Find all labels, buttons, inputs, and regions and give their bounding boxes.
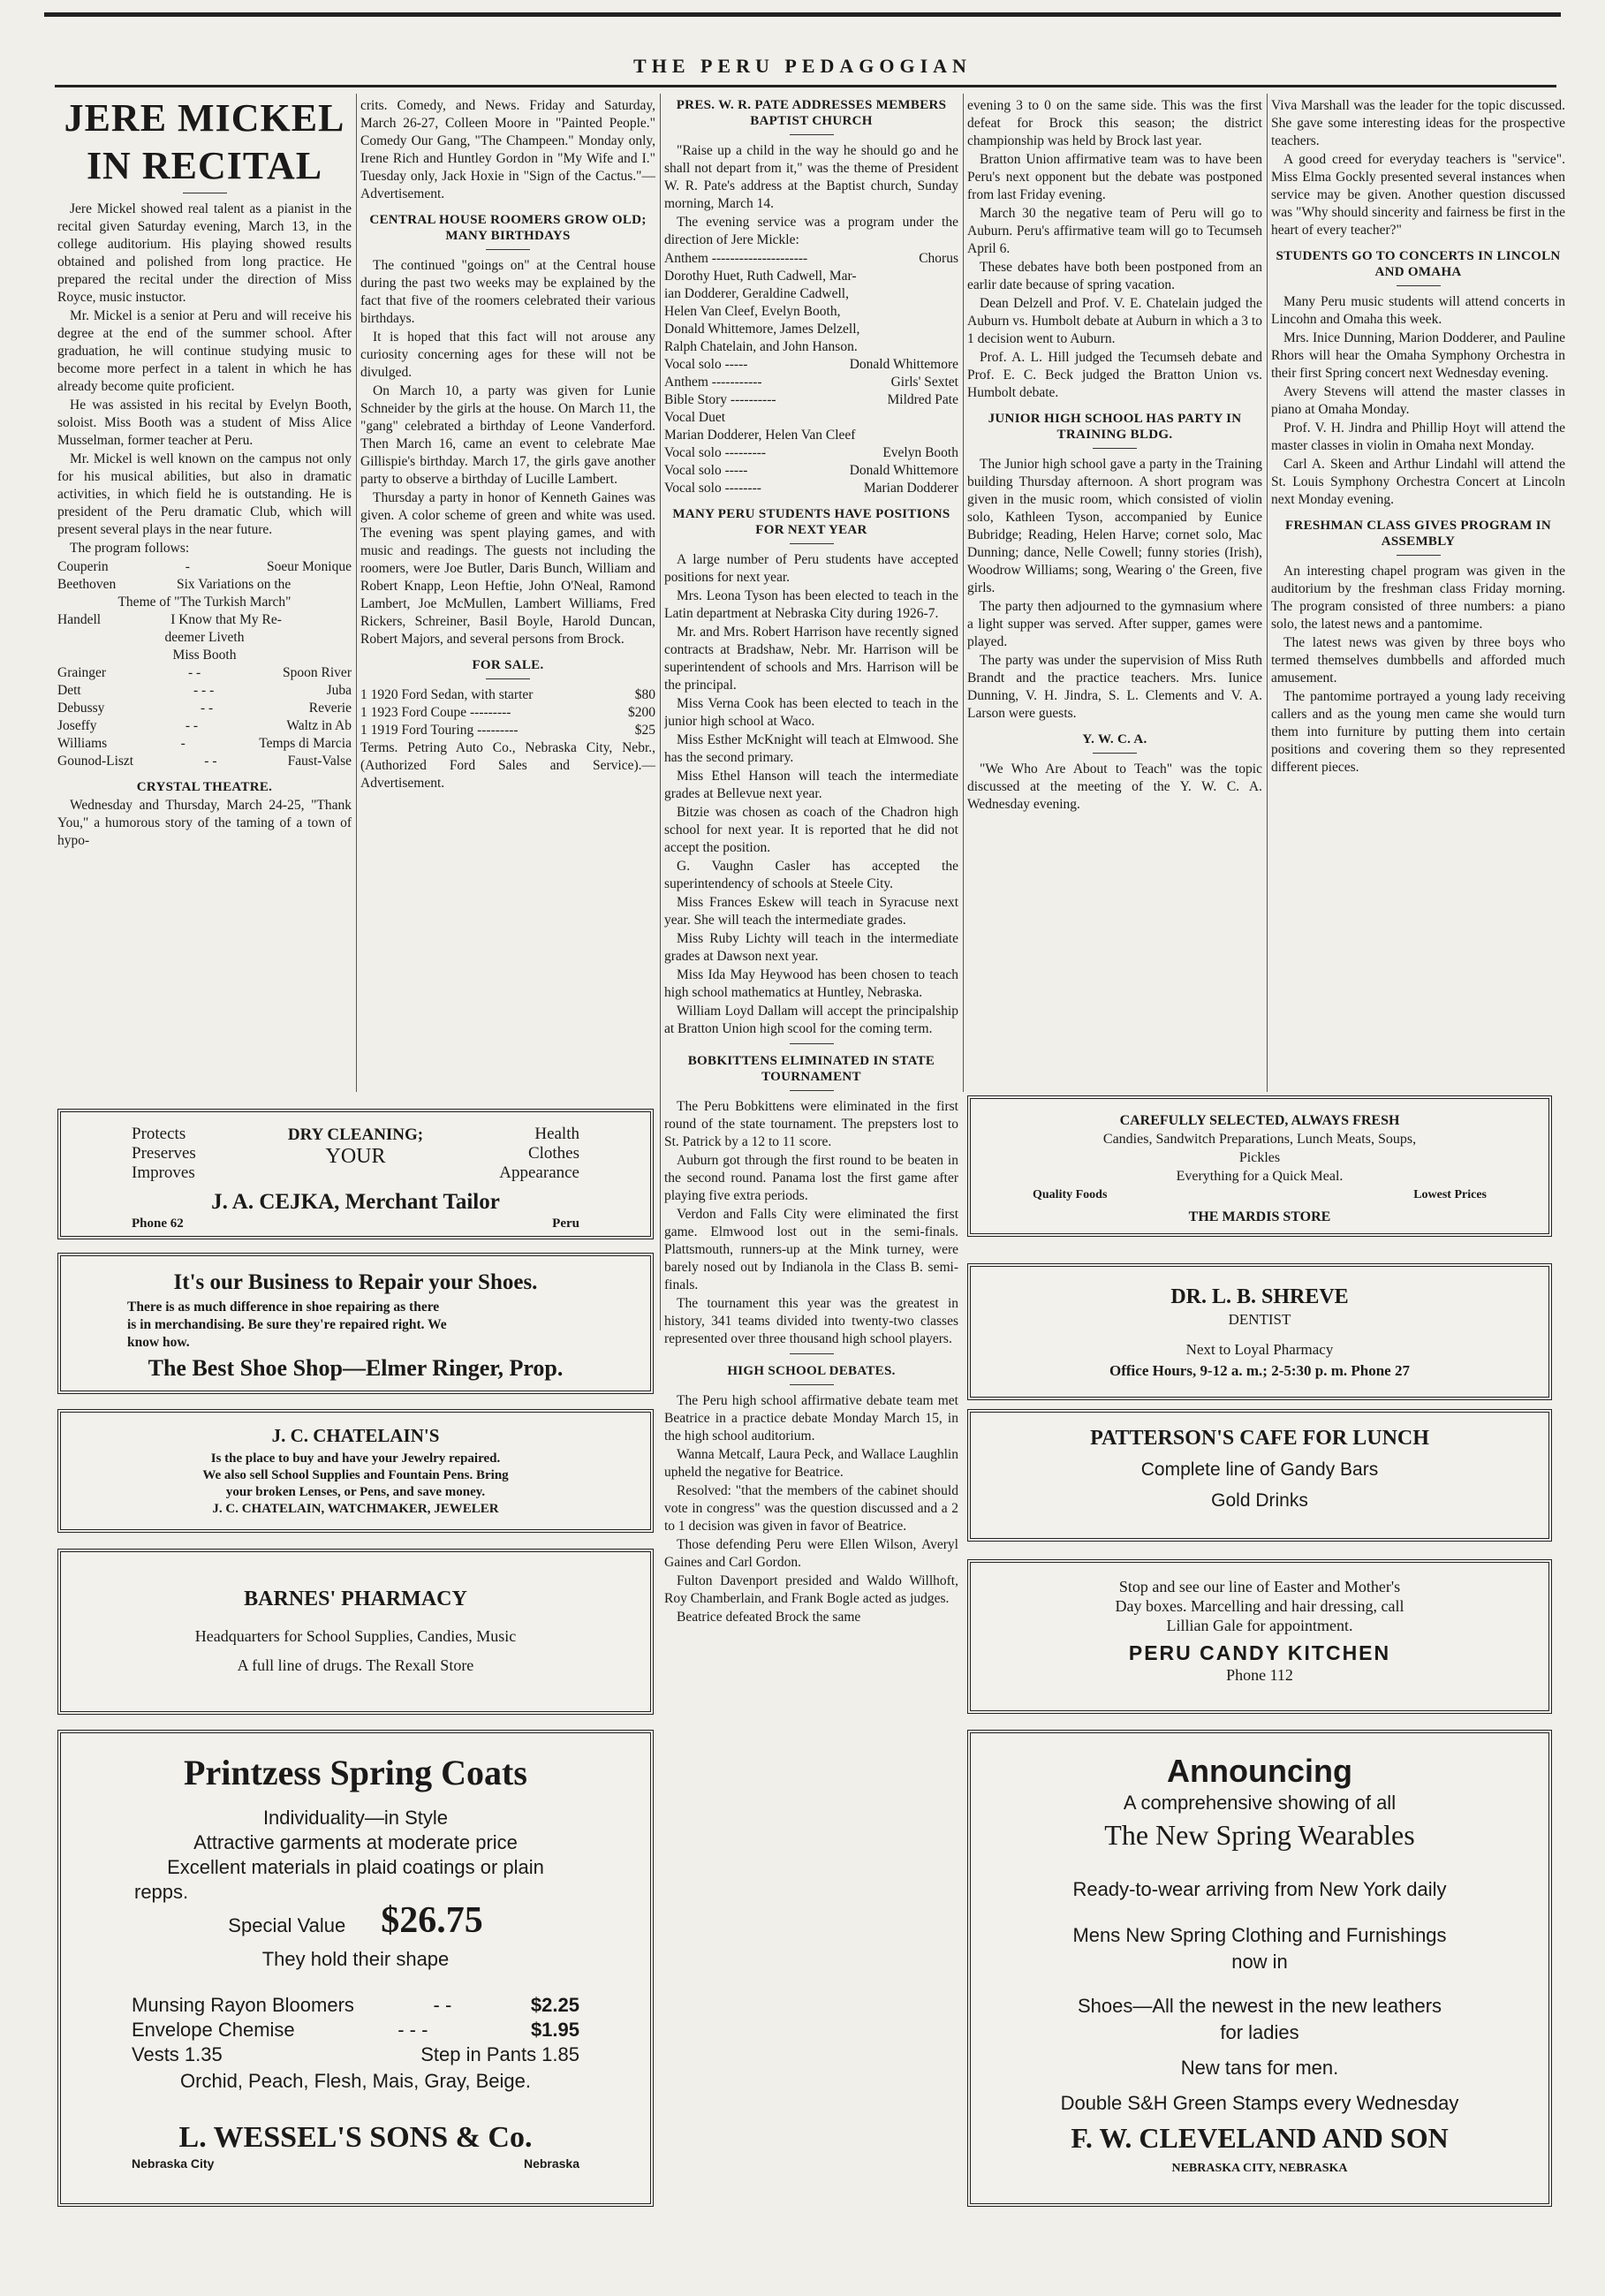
article-paragraph: On March 10, a party was given for Lunie Schneider by the girls at the house. On March 11, the "gang" celebrated a birthday of Leone Vanderford. Then March 16, came an event to celebrate Mae Gillispie's birthday. March 17, the girls gave another party to observe a birthday of Lucille Lambert. — [360, 383, 655, 487]
cejka-ad: Protects Preserves Improves DRY CLEANING; YOUR Health Clothes Appearance J. A. CEJKA, Merchant Tailor Phone 62 Peru — [57, 1109, 654, 1239]
article-paragraph: Carl A. Skeen and Arthur Lindahl will attend the St. Louis Symphony Orchestra Concert at Lincoln next Monday evening. — [1271, 457, 1565, 507]
sale-item: 1 1919 Ford Touring --------- $25 — [360, 723, 655, 738]
article-paragraph: A good creed for everyday teachers is "service". Miss Elma Gockly presented several instances when service may be given. Another question discussed was "Why should sincerity and fairness be first in the heart of every teacher?" — [1271, 152, 1565, 238]
column-1 — [57, 97, 352, 1095]
article-paragraph: Avery Stevens will attend the master classes in piano at Omaha Monday. — [1271, 384, 1565, 417]
section-headline: STUDENTS GO TO CONCERTS IN LINCOLN AND OMAHA — [1276, 249, 1561, 279]
article-paragraph: evening 3 to 0 on the same side. This was the first defeat for Brock this season; the district championship was held by Brock last year. — [967, 98, 1262, 148]
article-paragraph: Miss Ida May Heywood has been chosen to teach high school mathematics at Huntley, Nebraska. — [664, 967, 958, 1000]
column-2 — [360, 97, 655, 1095]
top-rule — [44, 12, 1561, 17]
price: $26.75 — [381, 1900, 483, 1941]
article-paragraph: Mr. and Mrs. Robert Harrison have recently signed contracts at Bradshaw, Nebr. Mr. Harrison will be superintendent of schools and Mrs. Harrison will be the principal. — [664, 625, 958, 693]
article-paragraph: The Junior high school gave a party in the Training building Thursday afternoon. A short program was given in the music room, which consisted of violin solo, Kathleen Tyson, accompanied by Eunice Bubridge; Reading, Helen Harve; cornet solo, Mac Dunning; dance, Nelle Cowell; funny stories (Irish), Woodrow Williams; song, Wearing o' the Green, five girls. — [967, 457, 1262, 595]
section-headline: HIGH SCHOOL DEBATES. — [727, 1364, 896, 1378]
candy-kitchen-ad: Stop and see our line of Easter and Mother's Day boxes. Marcelling and hair dressing, call Lillian Gale for appointment. PERU CANDY KITCHEN Phone 112 — [967, 1559, 1552, 1714]
program-line: Beethoven Six Variations on the — [57, 577, 291, 592]
article-paragraph: "Raise up a child in the way he should go and he shall not depart from it," was the theme of President W. R. Pate's address at the Baptist church, Sunday morning, March 14. — [664, 143, 958, 211]
chatelain-ad: J. C. CHATELAIN'S Is the place to buy and have your Jewelry repaired. We also sell School Supplies and Fountain Pens. Bring your broken Lenses, or Pens, and save money. J. C. CHATELAIN, WATCHMAKER, JEWELER — [57, 1409, 654, 1533]
article-paragraph: March 30 the negative team of Peru will go to Auburn. Peru's affirmative team will go to Tecumseh April 6. — [967, 206, 1262, 256]
merchant-name: J. A. CEJKA, Merchant Tailor — [211, 1190, 500, 1214]
section-headline: BOBKITTENS ELIMINATED IN STATE TOURNAMENT — [687, 1054, 935, 1084]
program-line: deemer Liveth — [164, 630, 245, 645]
program-line: Debussy - - Reverie — [57, 701, 352, 716]
article-paragraph: Mrs. Leona Tyson has been elected to teach in the Latin department at Nebraska City during 1926-7. — [664, 588, 958, 621]
article-paragraph: Those defending Peru were Ellen Wilson, Averyl Gaines and Carl Gordon. — [664, 1537, 958, 1570]
article-paragraph: Verdon and Falls City were eliminated the first game. Elmwood lost out in the semi-finals. Plattsmouth, runners-up at the Mink turney, were barely nosed out by Indianola in the Class B. semi-finals. — [664, 1207, 958, 1292]
article-paragraph: G. Vaughn Casler has accepted the superintendency of schools at Steele City. — [664, 859, 958, 891]
article-paragraph: The latest news was given by three boys who termed themselves dumbbells and afforded much amusement. — [1271, 635, 1565, 686]
program-line: Miss Booth — [172, 648, 237, 663]
column-5 — [1271, 97, 1565, 1095]
program-line: Gounod-Liszt - - Faust-Valse — [57, 754, 352, 769]
program-line: Handell I Know that My Re- — [57, 612, 282, 627]
program-line: Grainger - - Spoon River — [57, 665, 352, 680]
section-headline: CENTRAL HOUSE ROOMERS GROW OLD; MANY BIRTHDAYS — [369, 213, 647, 243]
column-separator — [1267, 94, 1268, 1092]
column-separator — [660, 94, 661, 1330]
article-paragraph: Viva Marshall was the leader for the topic discussed. She gave some interesting ideas for the prospective teachers. — [1271, 98, 1565, 148]
article-paragraph: A large number of Peru students have accepted positions for next year. — [664, 552, 958, 585]
column-separator — [356, 94, 357, 1092]
section-headline: JUNIOR HIGH SCHOOL HAS PARTY IN TRAINING BLDG. — [988, 412, 1242, 442]
page-header: THE PERU PEDAGOGIAN — [633, 55, 972, 77]
article-paragraph: He was assisted in his recital by Evelyn Booth, soloist. Miss Booth was a student of Miss Alice Musselman, former teacher at Peru. — [57, 398, 352, 448]
article-paragraph: "We Who Are About to Teach" was the topic discussed at the meeting of the Y. W. C. A. Wednesday evening. — [967, 762, 1262, 812]
article-paragraph: Wednesday and Thursday, March 24-25, "Thank You," a humorous story of the taming of a town of hypo- — [57, 798, 352, 848]
article-paragraph: Thursday a party in honor of Kenneth Gaines was given. A color scheme of green and white was used. The evening was spent playing games, and with music and readings. The guests not including the roomers, were Joe Butler, Daris Bunch, William and Robert Knapp, Leon Heftie, John O'Neal, Ramond Lambert, Joe McMullen, Lambert Williams, Fred Rickers, Schreiner, Basil Boyle, Harold Duncan, Robert Majors, and several persons from Brock. — [360, 490, 655, 647]
article-paragraph: Resolved: "that the members of the cabinet should vote in congress" was the question discussed and a 2 to 1 decision was given in favor of Beatrice. — [664, 1483, 958, 1534]
program-line: Dett - - - Juba — [57, 683, 352, 698]
article-paragraph: Miss Ethel Hanson will teach the intermediate grades at Bellevue next year. — [664, 769, 958, 801]
article-paragraph: William Loyd Dallam will accept the principalship at Bratton Union high scool for the coming term. — [664, 1004, 958, 1036]
article-paragraph: crits. Comedy, and News. Friday and Saturday, March 26-27, Colleen Moore in "Painted People." Comedy Our Gang, "The Champeen." Monday only, Irene Rich and Huntley Gordon in "My Wife and I." Tuesday only, Jack Hoxie in "Sign of the Cactus."—Advertisement. — [360, 98, 655, 201]
article-paragraph: Bratton Union affirmative team was to have been Peru's next opponent but the debate was postponed from last Friday evening. — [967, 152, 1262, 202]
divider — [790, 1043, 834, 1044]
article-paragraph: The party was under the supervision of Miss Ruth Brandt and the practice teachers. Mrs. Iunice Dunning, V. H. Jindra, S. L. Clements and V. A. Larson were guests. — [967, 653, 1262, 721]
article-paragraph: Prof. A. L. Hill judged the Tecumseh debate and Prof. E. C. Beck judged the Bratton Union vs. Humbolt debate. — [967, 350, 1262, 400]
program-line: Vocal solo -------- Marian Dodderer — [664, 481, 958, 496]
article-paragraph: Jere Mickel showed real talent as a pianist in the recital given Saturday evening, March 13, in the college auditorium. His playing showed results obtained and polished from long practice. He prepared the recital under the direction of Miss Royce, music instuctor. — [57, 201, 352, 305]
article-headline: IN RECITAL — [86, 144, 323, 187]
barnes-pharmacy-ad: BARNES' PHARMACY Headquarters for School Supplies, Candies, Music A full line of drugs. The Rexall Store — [57, 1549, 654, 1715]
program-line: Dorothy Huet, Ruth Cadwell, Mar- — [664, 269, 857, 284]
section-headline: MANY PERU STUDENTS HAVE POSITIONS FOR NEXT YEAR — [672, 507, 950, 537]
program-line: Vocal Duet — [664, 410, 726, 425]
divider — [1397, 285, 1441, 286]
divider — [790, 134, 834, 135]
program-line: Anthem --------------------- Chorus — [664, 251, 958, 266]
divider — [1397, 555, 1441, 556]
recital-program — [57, 558, 352, 770]
section-headline: FOR SALE. — [472, 658, 544, 672]
article-paragraph: Wanna Metcalf, Laura Peck, and Wallace Laughlin upheld the negative for Beatrice. — [664, 1447, 958, 1480]
divider — [1093, 753, 1137, 754]
article-paragraph: Miss Esther McKnight will teach at Elmwood. She has the second primary. — [664, 732, 958, 765]
section-headline: PRES. W. R. PATE ADDRESSES MEMBERS BAPTIST CHURCH — [676, 98, 947, 128]
column-3 — [664, 97, 958, 2279]
article-paragraph: The evening service was a program under the direction of Jere Mickle: — [664, 215, 958, 247]
article-paragraph: Dean Delzell and Prof. V. E. Chatelain judged the Auburn vs. Humbolt debate at Auburn in which a 3 to 1 decision went to Auburn. — [967, 296, 1262, 346]
article-paragraph: The program follows: — [70, 541, 190, 556]
program-line: Williams - Temps di Marcia — [57, 736, 352, 751]
program-line: Couperin - Soeur Monique — [57, 559, 352, 574]
program-line: ian Dodderer, Geraldine Cadwell, — [664, 286, 849, 301]
divider — [790, 1353, 834, 1354]
article-paragraph: An interesting chapel program was given in the auditorium by the freshman class Friday morning. The program consisted of three numbers: a piano solo, the latest news and a pantomime. — [1271, 564, 1565, 632]
header-rule — [55, 85, 1556, 87]
divider — [790, 1384, 834, 1385]
article-paragraph: The Peru Bobkittens were eliminated in the first round of the state tournament. The prepsters lost to St. Patrick by a 12 to 11 score. — [664, 1099, 958, 1149]
mardis-store-ad: CAREFULLY SELECTED, ALWAYS FRESH Candies, Sandwitch Preparations, Lunch Meats, Soups, Pickles Everything for a Quick Meal. Quality Foods Lowest Prices THE MARDIS STORE — [967, 1095, 1552, 1237]
sale-item: 1 1920 Ford Sedan, with starter $80 — [360, 687, 655, 702]
divider — [486, 678, 530, 679]
article-paragraph: Miss Ruby Lichty will teach in the intermediate grades at Dawson next year. — [664, 931, 958, 964]
section-headline: FRESHMAN CLASS GIVES PROGRAM IN ASSEMBLY — [1285, 519, 1551, 549]
article-paragraph: Many Peru music students will attend concerts in Lincohn and Omaha this week. — [1271, 294, 1565, 327]
article-paragraph: Bitzie was chosen as coach of the Chadron high school for next year. It is reported that he did not accept the position. — [664, 805, 958, 855]
program-line: Vocal solo --------- Evelyn Booth — [664, 445, 958, 460]
patterson-cafe-ad: PATTERSON'S CAFE FOR LUNCH Complete line of Gandy Bars Gold Drinks — [967, 1409, 1552, 1542]
article-paragraph: Mr. Mickel is a senior at Peru and will receive his degree at the end of the summer school. After graduation, he will continue studying music to become more perfect in a talent in which he has already become quite proficient. — [57, 308, 352, 394]
program-line: Helen Van Cleef, Evelyn Booth, — [664, 304, 841, 319]
article-paragraph: The pantomime portrayed a young lady receiving callers and as the young men came she would turn them into furniture by putting them into certain positions and covering them so they represented different pieces. — [1271, 689, 1565, 775]
program-line: Donald Whittemore, James Delzell, — [664, 322, 860, 337]
article-paragraph: Mrs. Inice Dunning, Marion Dodderer, and Pauline Rhors will hear the Omaha Symphony Orchestra in their first Spring concert next Wednesday evening. — [1271, 330, 1565, 381]
article-paragraph: Prof. V. H. Jindra and Phillip Hoyt will attend the master classes in violin in Omaha next Monday. — [1271, 421, 1565, 453]
article-paragraph: The party then adjourned to the gymnasium where a light supper was served. After supper, games were played. — [967, 599, 1262, 649]
divider — [1093, 448, 1137, 449]
article-paragraph: Mr. Mickel is well known on the campus not only for his musical abilities, but also in dramatic activities, in which field he is outstanding. He is president of the Peru dramatic Club, which will present several plays in the near future. — [57, 451, 352, 537]
column-4 — [967, 97, 1262, 1095]
section-headline: CRYSTAL THEATRE. — [136, 780, 273, 794]
article-paragraph: The continued "goings on" at the Central house during the past two weeks may be explained by the fact that five of the roomers celebrated their various birthdays. — [360, 258, 655, 326]
article-paragraph: Auburn got through the first round to be beaten in the second round. Panama lost the first game after playing five extra periods. — [664, 1153, 958, 1203]
article-headline: JERE MICKEL — [64, 97, 345, 140]
program-line: Joseffy - - Waltz in Ab — [57, 718, 352, 733]
article-paragraph: Beatrice defeated Brock the same — [677, 1610, 861, 1625]
program-line: Marian Dodderer, Helen Van Cleef — [664, 428, 856, 443]
sale-item: 1 1923 Ford Coupe --------- $200 — [360, 705, 655, 720]
divider — [790, 543, 834, 544]
program-line: Ralph Chatelain, and John Hanson. — [664, 339, 858, 354]
article-paragraph: Miss Frances Eskew will teach in Syracuse next year. She will teach the intermediate grades. — [664, 895, 958, 928]
article-paragraph: These debates have both been postponed from an earlir date because of spring vacation. — [967, 260, 1262, 292]
column-separator — [963, 94, 964, 1092]
program-line: Bible Story ---------- Mildred Pate — [664, 392, 958, 407]
divider — [790, 1090, 834, 1091]
article-paragraph: The Peru high school affirmative debate team met Beatrice in a practice debate Monday March 15, in the high school auditorium. — [664, 1393, 958, 1444]
dentist-ad: DR. L. B. SHREVE DENTIST Next to Loyal Pharmacy Office Hours, 9-12 a. m.; 2-5:30 p. m. Phone 27 — [967, 1263, 1552, 1400]
program-line: Vocal solo ----- Donald Whittemore — [664, 357, 958, 372]
section-headline: Y. W. C. A. — [1082, 732, 1147, 746]
shoe-shop-ad: It's our Business to Repair your Shoes. There is as much difference in shoe repairing as there is in merchandising. Be sure they're repaired right. We know how. The Best Shoe Shop—Elmer Ringer, Prop. — [57, 1253, 654, 1394]
divider — [486, 249, 530, 250]
program-line: Anthem ----------- Girls' Sextet — [664, 375, 958, 390]
program-line: Vocal solo ----- Donald Whittemore — [664, 463, 958, 478]
cleveland-ad: Announcing A comprehensive showing of all The New Spring Wearables Ready-to-wear arriving from New York daily Mens New Spring Clothing and Furnishings now in Shoes—All the newest in the new leathers for ladies New tans for men. Double S&H Green Stamps every Wednesday F. W. CLEVELAND AND SON NEBRASKA CITY, NEBRASKA — [967, 1730, 1552, 2207]
article-paragraph: It is hoped that this fact will not arouse any curiosity concerning ages for these will not be divulged. — [360, 330, 655, 380]
article-paragraph: Fulton Davenport presided and Waldo Willhoft, Roy Chamberlain, and Frank Bogle acted as judges. — [664, 1573, 958, 1606]
article-paragraph: The tournament this year was the greatest in history, 341 teams divided into twenty-two classes represented over three thousand high school players. — [664, 1296, 958, 1346]
article-paragraph: Terms. Petring Auto Co., Nebraska City, Nebr., (Authorized Ford Sales and Service).—Advertisement. — [360, 740, 655, 791]
article-paragraph: Miss Verna Cook has been elected to teach in the junior high school at Waco. — [664, 696, 958, 729]
program-line: Theme of "The Turkish March" — [117, 595, 291, 610]
wessel-ad: Printzess Spring Coats Individuality—in Style Attractive garments at moderate price Excellent materials in plaid coatings or plain repps. Special Value $26.75 They hold their shape Munsing Rayon Bloomers - - $2.25 Envelope Chemise - - - $1.95 Vests 1.35 Step in Pants 1.85 Orchid, Peach, Flesh, Mais, Gray, Beige. L. WESSEL'S SONS & Co. Nebraska City Nebraska — [57, 1730, 654, 2207]
